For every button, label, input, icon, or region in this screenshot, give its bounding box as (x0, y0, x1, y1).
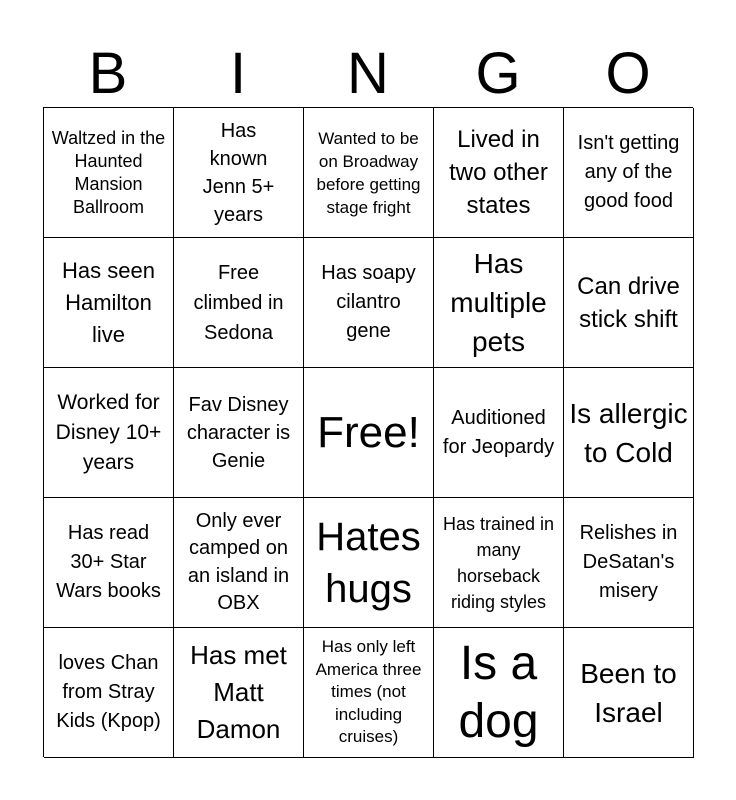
cell-text: loves Chan from Stray Kids (Kpop) (56, 652, 161, 732)
header-letter-o: O (605, 41, 651, 106)
header-letter-i: I (229, 41, 247, 106)
cell-text: Has only left America three times (not including cruises) (315, 637, 422, 747)
header-letter-n: N (347, 41, 389, 106)
cell-text: Isn't getting any of the good food (577, 132, 680, 212)
cell-text: Has soapy cilantro gene (321, 262, 416, 342)
cell-text: Lived in two other states (449, 126, 548, 219)
cell-text: Been to Israel (580, 657, 677, 728)
bingo-cell-3-4[interactable] (434, 368, 564, 498)
bingo-cell-4-4[interactable] (434, 498, 564, 628)
header-letter-b: B (88, 41, 128, 106)
bingo-cell-3-1[interactable] (44, 368, 174, 498)
bingo-cell-2-3[interactable] (304, 238, 434, 368)
bingo-cell-3-3[interactable] (304, 368, 434, 498)
cell-text: Free climbed in Sedona (193, 261, 284, 344)
bingo-cell-2-4[interactable] (434, 238, 564, 368)
cell-text: Has met Matt Damon (190, 640, 287, 744)
bingo-header (43, 40, 693, 108)
cell-text: Has known Jenn 5+ years (202, 119, 275, 226)
bingo-cell-2-1[interactable] (44, 238, 174, 368)
bingo-cell-4-5[interactable] (564, 498, 694, 628)
cell-text: Relishes in DeSatan's misery (579, 522, 678, 602)
cell-text: Only ever camped on an island in OBX (187, 509, 290, 614)
cell-text: Auditioned for Jeopardy (442, 406, 555, 458)
bingo-cell-4-3[interactable] (304, 498, 434, 628)
cell-text: Fav Disney character is Genie (186, 393, 291, 472)
cell-text: Waltzed in the Haunted Mansion Ballroom (51, 127, 166, 217)
bingo-cell-5-5[interactable] (564, 628, 694, 758)
bingo-cell-1-3[interactable] (304, 108, 434, 238)
bingo-cell-5-4[interactable] (434, 628, 564, 758)
bingo-cell-1-1[interactable] (44, 108, 174, 238)
bingo-cell-5-1[interactable] (44, 628, 174, 758)
bingo-cell-1-2[interactable] (174, 108, 304, 238)
cell-text: Has read 30+ Star Wars books (56, 522, 161, 602)
bingo-cell-4-2[interactable] (174, 498, 304, 628)
cell-text: Has trained in many horseback riding styles (442, 513, 555, 612)
cell-text: Worked for Disney 10+ years (55, 390, 162, 474)
bingo-cell-2-2[interactable] (174, 238, 304, 368)
bingo-cell-1-5[interactable] (564, 108, 694, 238)
bingo-cell-3-5[interactable] (564, 368, 694, 498)
bingo-cell-5-3[interactable] (304, 628, 434, 758)
bingo-cell-2-5[interactable] (564, 238, 694, 368)
bingo-cell-5-2[interactable] (174, 628, 304, 758)
cell-text: Has multiple pets (450, 248, 547, 357)
cell-text: Has seen Hamilton live (62, 257, 155, 347)
bingo-cell-3-2[interactable] (174, 368, 304, 498)
cell-text: Can drive stick shift (577, 272, 680, 333)
bingo-cell-1-4[interactable] (434, 108, 564, 238)
cell-text: Is a dog (458, 636, 539, 748)
bingo-cell-4-1[interactable] (44, 498, 174, 628)
header-letter-g: G (475, 41, 521, 106)
cell-text: Is allergic to Cold (569, 397, 688, 468)
cell-text: Wanted to be on Broadway before getting stage fright (316, 128, 421, 217)
cell-text: Free! (317, 408, 420, 457)
cell-text: Hates hugs (316, 514, 421, 611)
bingo-grid (43, 107, 693, 757)
